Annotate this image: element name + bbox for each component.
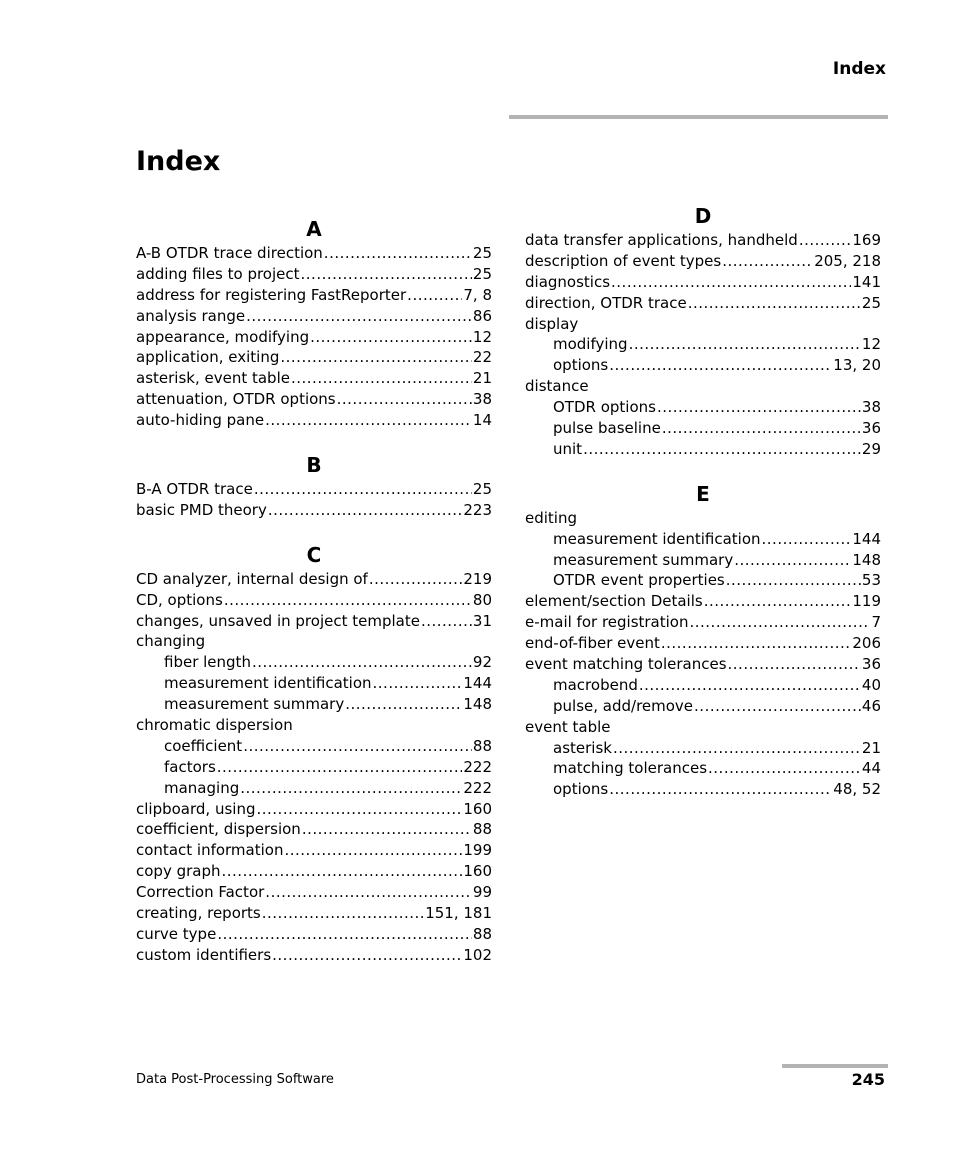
index-term: changes, unsaved in project template <box>136 611 420 630</box>
index-subentry <box>525 355 881 376</box>
leader-dots <box>407 285 462 306</box>
index-term: distance <box>525 377 589 396</box>
index-entry <box>525 314 881 335</box>
page-number: 245 <box>851 1070 885 1089</box>
index-entry <box>525 230 881 251</box>
index-term: display <box>525 314 579 333</box>
leader-dots <box>799 230 852 251</box>
index-page-refs: 99 <box>472 883 492 902</box>
index-subentry <box>525 334 881 355</box>
index-term: adding files to project <box>136 264 300 283</box>
leader-dots <box>252 652 472 673</box>
index-subentry <box>525 550 881 571</box>
index-letter-heading: B <box>306 453 322 478</box>
index-term: B-A OTDR trace <box>136 480 253 499</box>
leader-dots <box>324 243 472 264</box>
leader-dots <box>609 355 832 376</box>
index-page-refs: 80 <box>472 590 492 609</box>
index-column-left <box>136 215 492 966</box>
index-term: OTDR options <box>553 398 656 417</box>
index-page-refs: 46 <box>861 696 881 715</box>
index-subentry <box>525 418 881 439</box>
index-term: curve type <box>136 924 217 943</box>
leader-dots <box>222 861 463 882</box>
index-entry <box>136 264 492 285</box>
index-entry <box>525 272 881 293</box>
index-entry <box>525 591 881 612</box>
index-page-refs: 144 <box>463 674 492 693</box>
index-subentry <box>136 673 492 694</box>
index-page-refs: 21 <box>861 738 881 757</box>
index-subentry <box>136 778 492 799</box>
index-term: attenuation, OTDR options <box>136 390 336 409</box>
index-entry <box>136 924 492 945</box>
index-term: direction, OTDR trace <box>525 293 687 312</box>
leader-dots <box>310 327 472 348</box>
index-page-refs: 92 <box>472 653 492 672</box>
index-entry <box>136 882 492 903</box>
leader-dots <box>240 778 462 799</box>
index-entry <box>525 633 881 654</box>
index-page-refs: 148 <box>463 695 492 714</box>
leader-dots <box>265 882 472 903</box>
leader-dots <box>421 611 472 632</box>
leader-dots <box>337 389 472 410</box>
index-entry <box>525 612 881 633</box>
leader-dots <box>224 590 472 611</box>
index-term: fiber length <box>164 653 251 672</box>
index-entry <box>525 654 881 675</box>
index-subentry <box>136 757 492 778</box>
index-subentry <box>525 570 881 591</box>
index-subentry <box>136 652 492 673</box>
index-page-refs: 160 <box>463 862 492 881</box>
index-page-refs: 44 <box>861 759 881 778</box>
page-title: Index <box>136 146 221 177</box>
index-page-refs: 38 <box>472 390 492 409</box>
index-term: measurement identification <box>553 529 761 548</box>
index-term: OTDR event properties <box>553 571 725 590</box>
index-page-refs: 219 <box>463 569 492 588</box>
leader-dots <box>704 591 852 612</box>
index-subentry <box>525 696 881 717</box>
index-page-refs: 151, 181 <box>425 904 492 923</box>
index-entry <box>136 368 492 389</box>
leader-dots <box>661 633 852 654</box>
leader-dots <box>369 569 463 590</box>
leader-dots <box>639 675 861 696</box>
index-term: unit <box>553 439 583 458</box>
index-page-refs: 53 <box>861 571 881 590</box>
header-rule <box>509 115 888 119</box>
index-term: appearance, modifying <box>136 327 310 346</box>
index-entry <box>136 306 492 327</box>
index-term: e-mail for registration <box>525 613 689 632</box>
index-entry <box>136 631 492 652</box>
index-page-refs: 88 <box>472 736 492 755</box>
index-page-refs: 88 <box>472 820 492 839</box>
index-entry <box>136 327 492 348</box>
index-page-refs: 31 <box>472 611 492 630</box>
running-head: Index <box>832 59 886 79</box>
index-page-refs: 14 <box>472 411 492 430</box>
leader-dots <box>302 819 472 840</box>
index-term: clipboard, using <box>136 799 256 818</box>
index-term: address for registering FastReporter <box>136 285 407 304</box>
leader-dots <box>722 251 813 272</box>
leader-dots <box>708 758 861 779</box>
leader-dots <box>301 264 472 285</box>
index-page-refs: 223 <box>463 500 492 519</box>
index-term: measurement summary <box>553 550 734 569</box>
index-term: application, exiting <box>136 348 280 367</box>
index-entry <box>136 799 492 820</box>
index-letter-heading: D <box>694 204 712 228</box>
index-term: managing <box>164 778 240 797</box>
index-term: event matching tolerances <box>525 655 727 674</box>
leader-dots <box>762 529 852 550</box>
section-gap <box>136 431 492 451</box>
index-term: analysis range <box>136 306 246 325</box>
index-entry <box>525 717 881 738</box>
index-entry <box>136 861 492 882</box>
index-term: macrobend <box>553 675 638 694</box>
leader-dots <box>217 924 472 945</box>
leader-dots <box>734 550 851 571</box>
index-entry <box>136 715 492 736</box>
index-term: contact information <box>136 841 284 860</box>
index-page-refs: 160 <box>463 799 492 818</box>
leader-dots <box>373 673 463 694</box>
leader-dots <box>262 903 424 924</box>
leader-dots <box>629 334 861 355</box>
leader-dots <box>217 757 463 778</box>
index-subentry <box>525 675 881 696</box>
index-page-refs: 88 <box>472 924 492 943</box>
leader-dots <box>256 799 462 820</box>
section-gap <box>525 460 881 480</box>
leader-dots <box>694 696 861 717</box>
index-term: asterisk <box>553 738 612 757</box>
index-term: copy graph <box>136 862 221 881</box>
index-entry <box>136 840 492 861</box>
index-page-refs: 205, 218 <box>814 251 881 270</box>
leader-dots <box>280 347 472 368</box>
index-page-refs: 206 <box>852 634 881 653</box>
index-page-refs: 25 <box>472 480 492 499</box>
index-term: editing <box>525 508 577 527</box>
leader-dots <box>611 272 851 293</box>
leader-dots <box>689 612 870 633</box>
index-entry <box>525 293 881 314</box>
index-subentry <box>525 758 881 779</box>
leader-dots <box>662 418 861 439</box>
index-page-refs: 36 <box>861 419 881 438</box>
index-entry-list <box>525 230 881 460</box>
index-page-refs: 12 <box>861 335 881 354</box>
index-entry-list <box>136 243 492 431</box>
index-subentry <box>525 529 881 550</box>
footer-rule <box>782 1064 888 1068</box>
index-term: options <box>553 780 609 799</box>
leader-dots <box>284 840 462 861</box>
index-term: pulse baseline <box>553 419 661 438</box>
leader-dots <box>613 738 861 759</box>
index-subentry <box>525 738 881 759</box>
index-term: pulse, add/remove <box>553 696 694 715</box>
section-gap <box>136 521 492 541</box>
leader-dots <box>688 293 861 314</box>
index-term: chromatic dispersion <box>136 716 293 735</box>
index-entry <box>136 347 492 368</box>
leader-dots <box>254 479 472 500</box>
index-page-refs: 199 <box>463 841 492 860</box>
index-entry <box>136 285 492 306</box>
index-term: custom identifiers <box>136 945 272 964</box>
index-page-refs: 12 <box>472 327 492 346</box>
index-term: options <box>553 356 609 375</box>
index-column-right <box>525 202 881 800</box>
index-term: factors <box>164 757 216 776</box>
index-term: changing <box>136 632 206 651</box>
index-subentry <box>525 779 881 800</box>
index-term: creating, reports <box>136 904 261 923</box>
index-term: measurement summary <box>164 695 345 714</box>
index-page-refs: 25 <box>861 293 881 312</box>
index-page-refs: 169 <box>852 231 881 249</box>
index-term: coefficient <box>164 736 243 755</box>
index-term: asterisk, event table <box>136 369 290 388</box>
leader-dots <box>246 306 472 327</box>
footer-doc-title: Data Post-Processing Software <box>136 1072 334 1087</box>
index-entry <box>136 569 492 590</box>
index-term: matching tolerances <box>553 759 708 778</box>
leader-dots <box>272 945 462 966</box>
index-entry <box>525 251 881 272</box>
index-entry-list <box>136 569 492 966</box>
index-page-refs: 22 <box>472 348 492 367</box>
index-entry <box>525 508 881 529</box>
leader-dots <box>268 500 463 521</box>
index-entry <box>136 479 492 500</box>
index-page-refs: 25 <box>472 264 492 283</box>
index-term: Correction Factor <box>136 883 265 902</box>
index-entry <box>136 819 492 840</box>
index-page-refs: 119 <box>852 592 881 611</box>
index-term: CD analyzer, internal design of <box>136 569 368 588</box>
index-page-refs: 222 <box>463 757 492 776</box>
index-page-refs: 48, 52 <box>833 780 881 799</box>
index-subentry <box>525 439 881 460</box>
index-term: basic PMD theory <box>136 500 267 519</box>
index-page-refs: 29 <box>861 439 881 458</box>
index-entry-list <box>136 479 492 521</box>
index-page-refs: 102 <box>463 945 492 964</box>
index-term: event table <box>525 717 611 736</box>
index-page-refs: 144 <box>852 529 881 548</box>
index-term: end-of-fiber event <box>525 634 660 653</box>
leader-dots <box>265 410 472 431</box>
index-page-refs: 7 <box>871 613 881 632</box>
index-letter-heading: C <box>306 542 322 567</box>
index-term: A-B OTDR trace direction <box>136 244 323 262</box>
index-letter-heading: A <box>306 217 322 241</box>
leader-dots <box>609 779 832 800</box>
index-page-refs: 40 <box>861 675 881 694</box>
index-entry <box>136 410 492 431</box>
index-page-refs: 7, 8 <box>463 285 492 304</box>
leader-dots <box>583 439 861 460</box>
index-entry <box>136 243 492 264</box>
index-entry <box>136 389 492 410</box>
index-page-refs: 148 <box>852 550 881 569</box>
index-page-refs: 86 <box>472 306 492 325</box>
index-entry <box>136 590 492 611</box>
index-page-refs: 36 <box>861 655 881 674</box>
index-entry-list <box>525 508 881 800</box>
index-page-refs: 222 <box>463 778 492 797</box>
index-page-refs: 25 <box>472 244 492 262</box>
index-page-refs: 141 <box>852 272 881 291</box>
index-term: modifying <box>553 335 628 354</box>
leader-dots <box>243 736 472 757</box>
index-page-refs: 38 <box>861 398 881 417</box>
index-term: diagnostics <box>525 272 611 291</box>
leader-dots <box>291 368 472 389</box>
index-term: measurement identification <box>164 674 372 693</box>
index-term: description of event types <box>525 251 722 270</box>
index-page-refs: 21 <box>472 369 492 388</box>
leader-dots <box>728 654 861 675</box>
index-entry <box>136 611 492 632</box>
index-term: data transfer applications, handheld <box>525 231 798 249</box>
index-term: auto-hiding pane <box>136 411 265 430</box>
index-term: CD, options <box>136 590 223 609</box>
index-term: element/section Details <box>525 592 703 611</box>
leader-dots <box>657 397 861 418</box>
index-page-refs: 13, 20 <box>833 356 881 375</box>
leader-dots <box>726 570 861 591</box>
index-entry <box>136 500 492 521</box>
index-subentry <box>136 694 492 715</box>
index-entry <box>136 945 492 966</box>
index-entry <box>525 376 881 397</box>
index-entry <box>136 903 492 924</box>
index-subentry <box>136 736 492 757</box>
leader-dots <box>345 694 462 715</box>
index-letter-heading: E <box>696 481 710 506</box>
index-term: coefficient, dispersion <box>136 820 301 839</box>
index-subentry <box>525 397 881 418</box>
